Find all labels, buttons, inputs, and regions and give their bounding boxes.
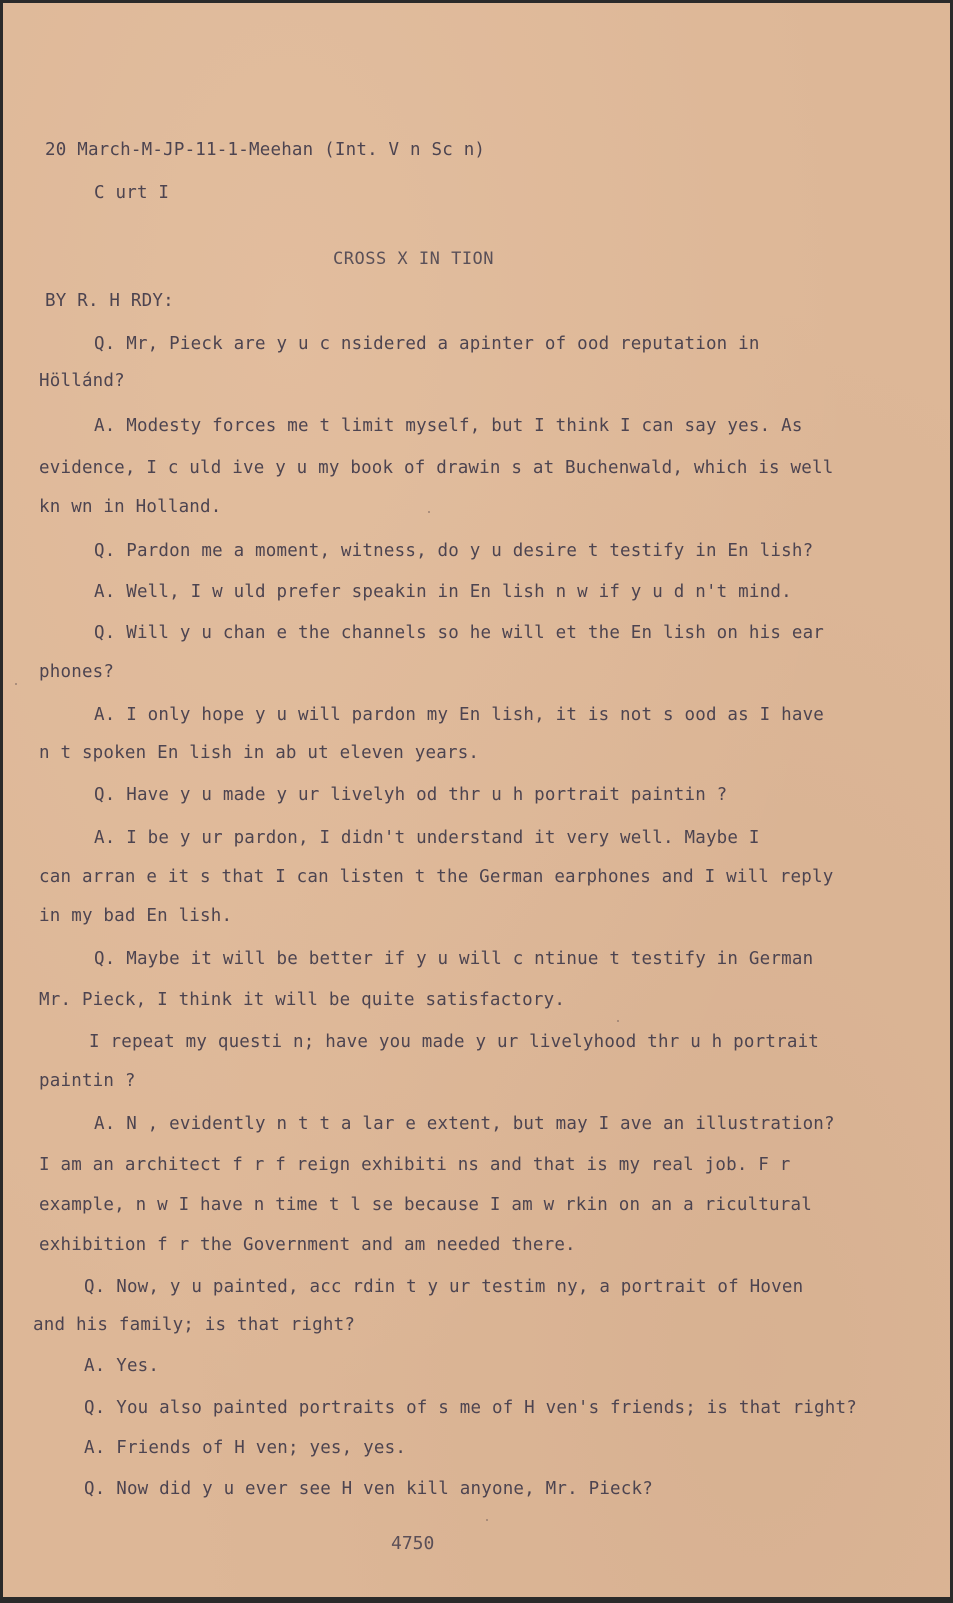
transcript-line: Q. Mr, Pieck are y u c nsidered a apinter of ood reputation in <box>94 334 760 354</box>
transcript-line: A. N , evidently n t t a lar e extent, but may I ave an illustration? <box>94 1114 835 1134</box>
transcript-line: exhibition f r the Government and am needed there. <box>39 1235 576 1255</box>
document-header: 20 March-M-JP-11-1-Meehan (Int. V n Sc n) <box>45 140 486 160</box>
paper-speck <box>617 1020 619 1022</box>
transcript-line: kn wn in Holland. <box>39 497 222 517</box>
transcript-line: evidence, I c uld ive y u my book of drawin s at Buchenwald, which is well <box>39 458 834 478</box>
page-number: 4750 <box>391 1533 435 1554</box>
transcript-line: Q. Now, y u painted, acc rdin t y ur testim ny, a portrait of Hoven <box>84 1277 804 1297</box>
transcript-line: A. Modesty forces me t limit myself, but I think I can say yes. As <box>94 416 803 436</box>
court-label: C urt I <box>94 183 170 203</box>
examiner-label: BY R. H RDY: <box>45 291 174 311</box>
transcript-line: can arran e it s that I can listen t the German earphones and I will reply <box>39 867 834 887</box>
transcript-line: Q. Have y u made y ur livelyh od thr u h portrait paintin ? <box>94 785 728 805</box>
transcript-line: and his family; is that right? <box>33 1315 356 1335</box>
transcript-line: A. Friends of H ven; yes, yes. <box>84 1438 407 1458</box>
transcript-line: I repeat my questi n; have you made y ur livelyhood thr u h portrait <box>89 1032 820 1052</box>
paper-speck <box>486 1519 488 1521</box>
transcript-line: example, n w I have n time t l se because I am w rkin on an a ricultural <box>39 1195 812 1215</box>
transcript-line: paintin ? <box>39 1071 136 1091</box>
transcript-line: I am an architect f r f reign exhibiti ns and that is my real job. F r <box>39 1155 791 1175</box>
transcript-line: Q. Now did y u ever see H ven kill anyone, Mr. Pieck? <box>84 1479 654 1499</box>
section-title: CROSS X IN TION <box>333 249 495 269</box>
transcript-line: Mr. Pieck, I think it will be quite satisfactory. <box>39 990 566 1010</box>
transcript-line: Q. Pardon me a moment, witness, do y u desire t testify in En lish? <box>94 541 814 561</box>
paper-speck <box>428 511 430 513</box>
transcript-line: n t spoken En lish in ab ut eleven years. <box>39 743 480 763</box>
transcript-line: Q. You also painted portraits of s me of H ven's friends; is that right? <box>84 1398 857 1418</box>
paper-speck <box>15 683 17 685</box>
transcript-line: in my bad En lish. <box>39 906 233 926</box>
transcript-line: phones? <box>39 662 115 682</box>
transcript-line: A. Yes. <box>84 1356 160 1376</box>
document-page <box>3 3 950 1597</box>
transcript-line: A. Well, I w uld prefer speakin in En lish n w if y u d n't mind. <box>94 582 792 602</box>
transcript-line: A. I be y ur pardon, I didn't understand it very well. Maybe I <box>94 828 760 848</box>
transcript-line: Höllánd? <box>39 371 125 391</box>
transcript-line: Q. Maybe it will be better if y u will c ntinue t testify in German <box>94 949 814 969</box>
transcript-line: Q. Will y u chan e the channels so he will et the En lish on his ear <box>94 623 825 643</box>
transcript-line: A. I only hope y u will pardon my En lish, it is not s ood as I have <box>94 705 825 725</box>
